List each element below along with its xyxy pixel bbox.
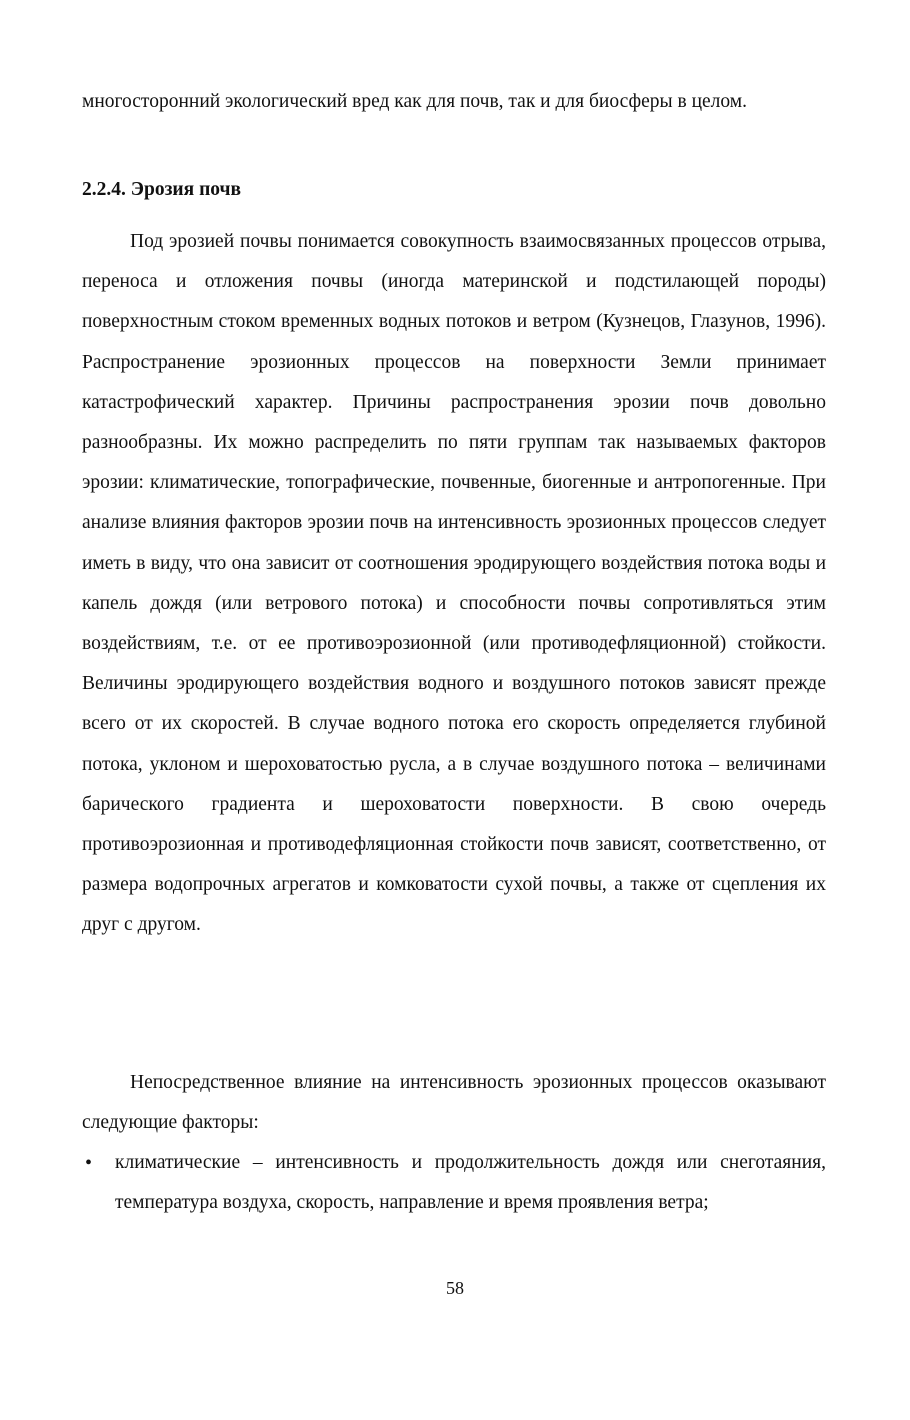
erosion-definition-paragraph: Под эрозией почвы понимается совокупность взаимосвязанных процессов отрыва, переноса и отложения почвы (иногда материнской и подстилающей породы) поверхностным стоком временных водных потоков и ветром (Кузнецов, Глазунов, 1996). Распространение эрозионных процессов на поверхности Земли принимает катастрофический характер. Причины распространения эрозии почв довольно разнообразны. Их можно распределить по пяти группам так называемых факторов эрозии: климатические, топографические, почвенные, биогенные и антропогенные. При анализе влияния факторов эрозии почв на интенсивность эрозионных процессов следует иметь в виду, что она зависит от соотношения эродирующего воздействия потока воды и капель дождя (или ветрового потока) и способности почвы сопротивляться этим воздействиям, т.е. от ее противоэрозионной (или противодефляционной) стойкости. Величины эродирующего воздействия водного и воздушного потоков зависят прежде всего от их скоростей. В случае водного потока его скорость определяется глубиной потока, уклоном и шероховатостью русла, а в случае воздушного потока – величинами барического градиента и шероховатости поверхности. В свою очередь противоэрозионная и противодефляционная стойкости почв зависят, соответственно, от размера водопрочных агрегатов и комковатости сухой почвы, а также от сцепления их друг с другом. bbox=[82, 231, 826, 936]
list-item-text: климатические – интенсивность и продолжительность дождя или снеготаяния, температура воздуха, скорость, направление и время проявления ветра; bbox=[115, 1152, 826, 1214]
bullet-icon: • bbox=[85, 1152, 93, 1174]
page-number: 58 bbox=[446, 1278, 464, 1298]
continuation-paragraph: многосторонний экологический вред как для почв, так и для биосферы в целом. bbox=[82, 91, 747, 112]
list-item bbox=[82, 1143, 826, 1223]
factors-list bbox=[82, 1143, 826, 1223]
factors-intro-paragraph: Непосредственное влияние на интенсивность эрозионных процессов оказывают следующие факторы: bbox=[82, 1072, 826, 1134]
section-heading: 2.2.4. Эрозия почв bbox=[82, 179, 242, 200]
